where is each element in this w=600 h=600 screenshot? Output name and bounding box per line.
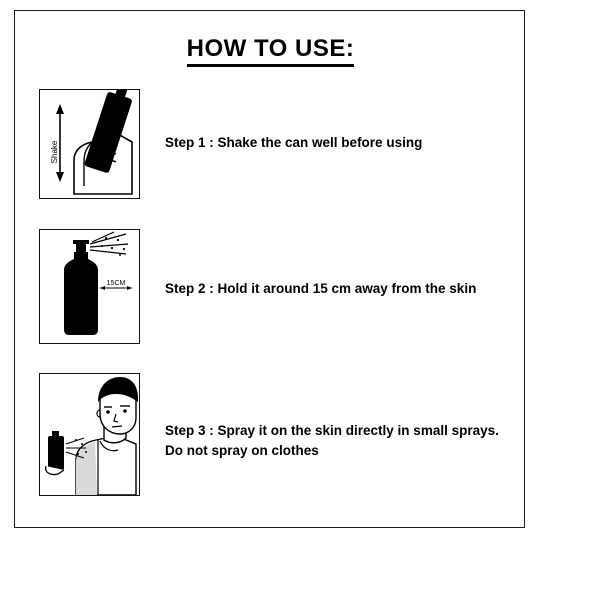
man-spraying-underarm-icon — [40, 374, 139, 495]
step-1-image-label: Shake — [50, 140, 59, 164]
step-3-illustration — [39, 373, 140, 496]
spray-can-spraying-distance-icon — [40, 230, 139, 343]
step-1-illustration — [39, 89, 140, 199]
page-title — [15, 35, 526, 63]
step-1-text: Step 1 : Shake the can well before using — [165, 135, 423, 150]
step-3-text: Step 3 : Spray it on the skin directly in small sprays. Do not spray on clothes — [165, 423, 499, 458]
step-2-illustration — [39, 229, 140, 344]
instruction-card — [14, 10, 525, 528]
step-2-text: Step 2 : Hold it around 15 cm away from the skin — [165, 281, 477, 296]
hand-holding-spray-can-shaking-icon — [40, 90, 139, 198]
page-title-text: HOW TO USE: — [187, 35, 355, 67]
step-2-image-label: 15CM — [106, 280, 126, 287]
